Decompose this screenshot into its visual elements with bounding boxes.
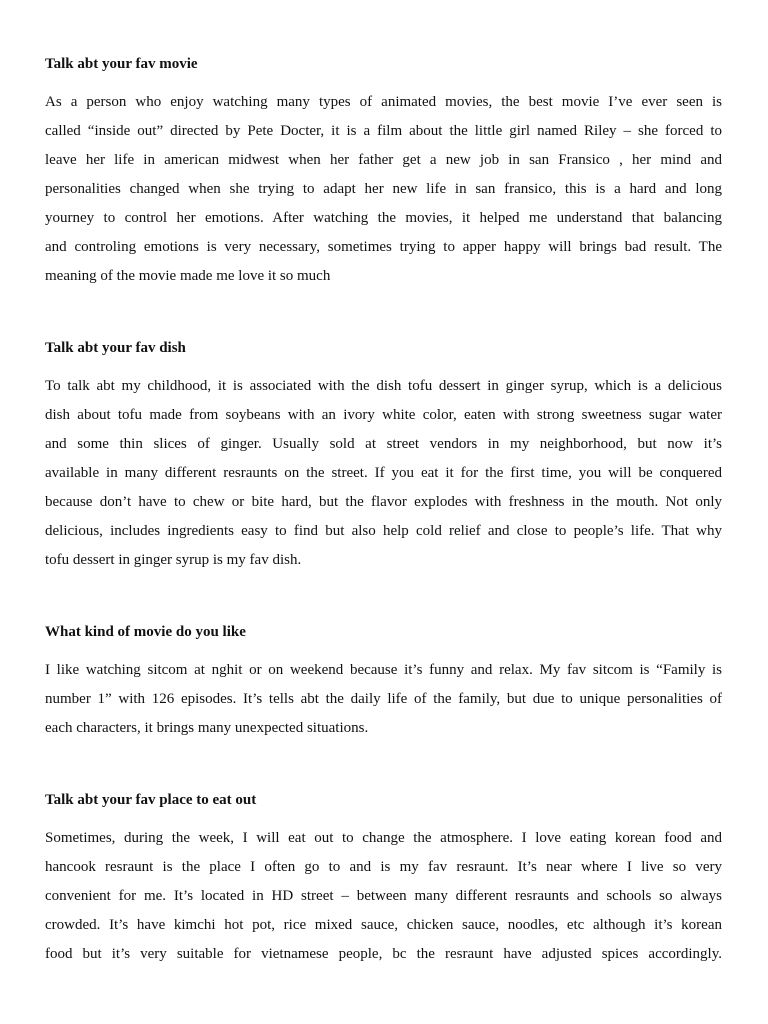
paragraph-line: dish about tofu made from soybeans with an ivory white color, eaten with strong sweetness sugar water [45,407,722,423]
paragraph-line: delicious, includes ingredients easy to find but also help cold relief and close to people’s life. That why [45,523,722,539]
section-heading: What kind of movie do you like [45,624,246,640]
paragraph-line: number 1” with 126 episodes. It’s tells abt the daily life of the family, but due to unique personalities of [45,691,722,707]
paragraph-line: leave her life in american midwest when her father get a new job in san Fransico , her mind and [45,152,722,168]
paragraph-line: and controling emotions is very necessary, sometimes trying to apper happy will brings bad result. The [45,239,722,255]
section-heading: Talk abt your fav dish [45,340,186,356]
paragraph-line: I like watching sitcom at nghit or on weekend because it’s funny and relax. My fav sitcom is “Family is [45,662,722,678]
paragraph-line: convenient for me. It’s located in HD street – between many different resraunts and schools so always [45,888,722,904]
paragraph-line: available in many different resraunts on the street. If you eat it for the first time, you will be conquered [45,465,722,481]
paragraph-line: food but it’s very suitable for vietnamese people, bc the resraunt have adjusted spices accordingly. [45,946,722,962]
section-fav-dish [45,338,722,575]
paragraph-line: and some thin slices of ginger. Usually sold at street vendors in my neighborhood, but now it’s [45,436,722,452]
paragraph-line: hancook resraunt is the place I often go to and is my fav resraunt. It’s near where I live so very [45,859,722,875]
paragraph-line: To talk abt my childhood, it is associated with the dish tofu dessert in ginger syrup, which is a delicious [45,378,722,394]
section-fav-movie [45,54,722,291]
paragraph-line: meaning of the movie made me love it so much [45,268,331,284]
paragraph-line: Sometimes, during the week, I will eat out to change the atmosphere. I love eating korean food and [45,830,722,846]
paragraph-line: called “inside out” directed by Pete Docter, it is a film about the little girl named Riley – she forced to [45,123,722,139]
section-movie-kind [45,622,722,743]
paragraph-line: each characters, it brings many unexpected situations. [45,720,369,736]
section-fav-place [45,790,722,969]
section-paragraph [45,824,722,969]
paragraph-line: yourney to control her emotions. After watching the movies, it helped me understand that balancing [45,210,722,226]
section-paragraph [45,372,722,575]
paragraph-line: tofu dessert in ginger syrup is my fav dish. [45,552,302,568]
paragraph-line: personalities changed when she trying to adapt her new life in san fransico, this is a hard and long [45,181,722,197]
section-heading: Talk abt your fav movie [45,56,198,72]
section-paragraph [45,88,722,291]
section-heading: Talk abt your fav place to eat out [45,792,257,808]
paragraph-line: As a person who enjoy watching many types of animated movies, the best movie I’ve ever seen is [45,94,722,110]
paragraph-line: crowded. It’s have kimchi hot pot, rice mixed sauce, chicken sauce, noodles, etc although it’s korean [45,917,722,933]
paragraph-line: because don’t have to chew or bite hard, but the flavor explodes with freshness in the mouth. Not only [45,494,722,510]
section-paragraph [45,656,722,743]
